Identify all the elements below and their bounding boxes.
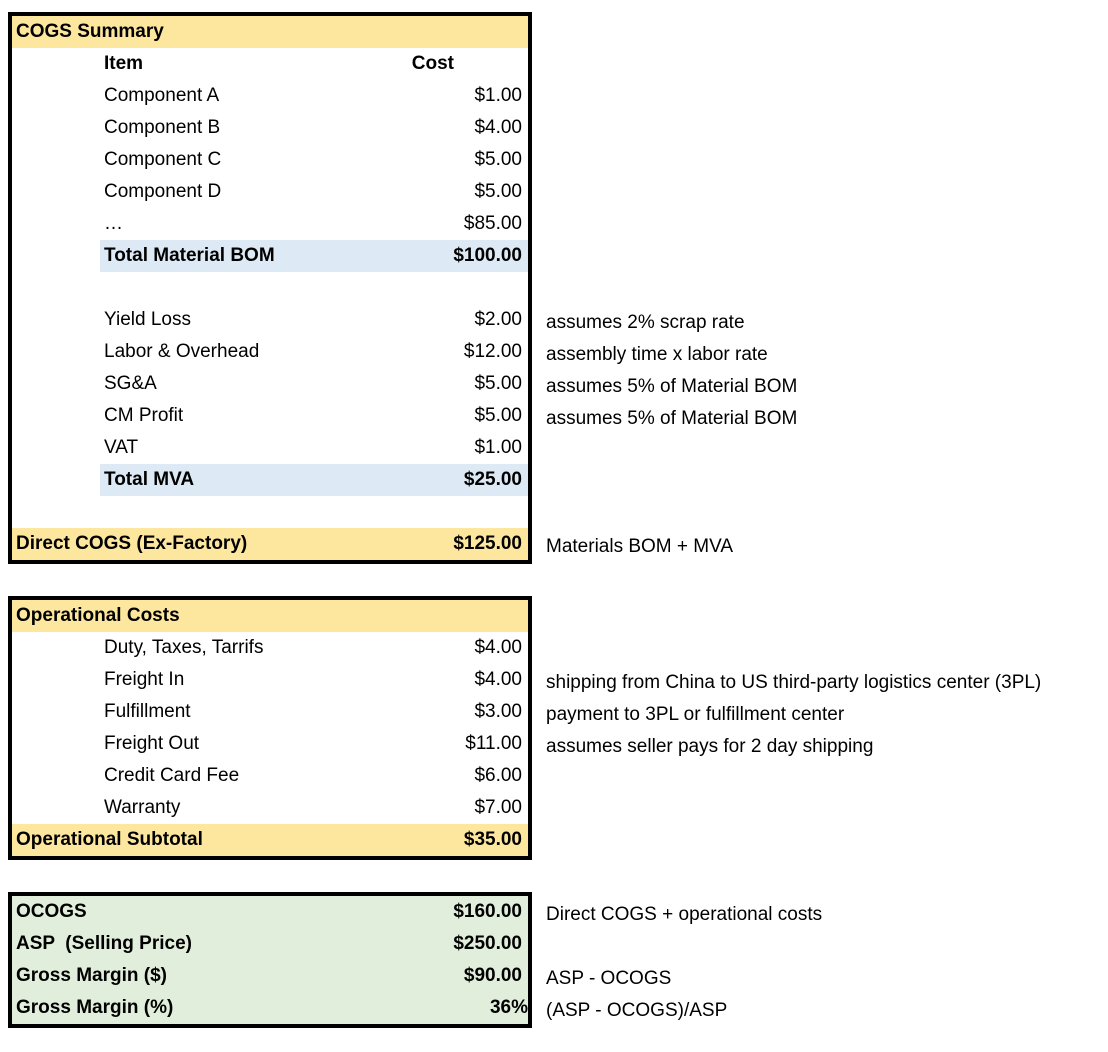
operational-subtotal-label: Operational Subtotal: [16, 829, 203, 850]
row-value: $5.00: [474, 181, 522, 202]
table-row: [12, 112, 528, 144]
table-row: [12, 760, 528, 792]
table-row: [12, 144, 528, 176]
table-row: [12, 336, 528, 368]
table-row: [12, 368, 528, 400]
row-label: Component D: [104, 181, 222, 202]
row-value: $7.00: [474, 797, 522, 818]
row-value: $1.00: [474, 85, 522, 106]
row-label: Freight In: [104, 669, 185, 690]
table-row: [12, 208, 528, 240]
total-material-bom-label: Total Material BOM: [104, 245, 275, 266]
row-value: $5.00: [474, 149, 522, 170]
asp-value: $250.00: [453, 933, 522, 954]
table-row: [12, 696, 528, 728]
cost-column-header: Cost: [411, 53, 454, 74]
spacer-row: [12, 272, 528, 304]
table-row: [12, 664, 528, 696]
operational-costs-table: [8, 596, 532, 860]
table-row: [12, 792, 528, 824]
table-row: [12, 632, 528, 664]
operational-costs-title: Operational Costs: [16, 605, 180, 626]
asp-row: [12, 928, 528, 960]
total-mva-value: $25.00: [463, 469, 522, 490]
table-row: [12, 304, 528, 336]
cogs-summary-title: COGS Summary: [16, 21, 164, 42]
row-label: SG&A: [104, 373, 157, 394]
row-label: VAT: [104, 437, 139, 458]
column-header-row: [12, 48, 528, 80]
cm-profit-note: assumes 5% of Material BOM: [546, 408, 798, 429]
yield-loss-note: assumes 2% scrap rate: [546, 312, 745, 333]
row-label: Fulfillment: [104, 701, 191, 722]
row-label: Warranty: [104, 797, 181, 818]
table-row: [12, 432, 528, 464]
direct-cogs-value: $125.00: [453, 533, 522, 554]
table-row: [12, 728, 528, 760]
freight-in-note: shipping from China to US third-party logistics center (3PL): [546, 672, 1042, 693]
table-row: [12, 400, 528, 432]
row-label: Component B: [104, 117, 221, 138]
row-label: …: [104, 213, 123, 234]
row-value: $2.00: [474, 309, 522, 330]
gross-margin-dollar-value: $90.00: [463, 965, 522, 986]
row-value: $11.00: [465, 733, 522, 754]
row-label: Component C: [104, 149, 222, 170]
freight-out-note: assumes seller pays for 2 day shipping: [546, 736, 874, 757]
cogs-summary-header: [12, 16, 528, 48]
table-row: [12, 80, 528, 112]
row-label: Credit Card Fee: [104, 765, 240, 786]
row-value: $5.00: [474, 373, 522, 394]
row-label: Freight Out: [104, 733, 200, 754]
total-material-bom-value: $100.00: [453, 245, 522, 266]
row-value: $4.00: [474, 669, 522, 690]
operational-subtotal-value: $35.00: [463, 829, 522, 850]
row-label: Labor & Overhead: [104, 341, 260, 362]
gross-margin-percent-value: 36%: [489, 997, 528, 1018]
operational-costs-header: [12, 600, 528, 632]
margin-summary-table: [8, 892, 532, 1028]
row-value: $1.00: [474, 437, 522, 458]
ocogs-value: $160.00: [453, 901, 522, 922]
gross-margin-percent-note: (ASP - OCOGS)/ASP: [546, 1000, 728, 1021]
row-value: $5.00: [474, 405, 522, 426]
operational-subtotal-row: [12, 824, 528, 856]
gross-margin-dollar-label: Gross Margin ($): [16, 965, 167, 986]
direct-cogs-label: Direct COGS (Ex-Factory): [16, 533, 248, 554]
total-mva-row: [100, 464, 528, 496]
table-row: [12, 176, 528, 208]
ocogs-label: OCOGS: [16, 901, 87, 922]
row-value: $12.00: [463, 341, 522, 362]
gross-margin-percent-row: [12, 992, 528, 1024]
direct-cogs-note: Materials BOM + MVA: [546, 536, 734, 557]
gross-margin-dollar-note: ASP - OCOGS: [546, 968, 672, 989]
row-value: $6.00: [474, 765, 522, 786]
row-label: CM Profit: [104, 405, 184, 426]
row-value: $85.00: [463, 213, 522, 234]
ocogs-note: Direct COGS + operational costs: [546, 904, 823, 925]
cogs-summary-table: [8, 12, 532, 564]
spacer-row: [12, 496, 528, 528]
item-column-header: Item: [104, 53, 144, 74]
fulfillment-note: payment to 3PL or fulfillment center: [546, 704, 845, 725]
gross-margin-dollar-row: [12, 960, 528, 992]
row-value: $3.00: [474, 701, 522, 722]
row-label: Duty, Taxes, Tarrifs: [104, 637, 264, 658]
gross-margin-percent-label: Gross Margin (%): [16, 997, 174, 1018]
ocogs-row: [12, 896, 528, 928]
total-material-bom-row: [100, 240, 528, 272]
row-value: $4.00: [474, 637, 522, 658]
row-label: Component A: [104, 85, 220, 106]
total-mva-label: Total MVA: [104, 469, 195, 490]
asp-label: ASP (Selling Price): [16, 933, 192, 954]
row-value: $4.00: [474, 117, 522, 138]
sga-note: assumes 5% of Material BOM: [546, 376, 798, 397]
labor-overhead-note: assembly time x labor rate: [546, 344, 768, 365]
row-label: Yield Loss: [104, 309, 191, 330]
direct-cogs-row: [12, 528, 528, 560]
